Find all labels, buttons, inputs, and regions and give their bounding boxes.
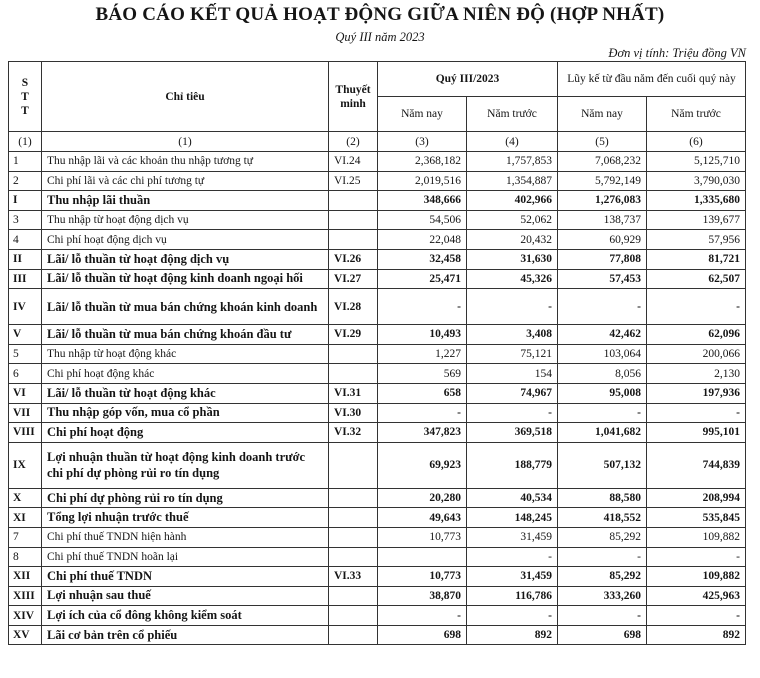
- table-row: [9, 364, 746, 384]
- col-num-2: (1): [42, 132, 329, 152]
- row-quarter-previous: -: [467, 403, 558, 423]
- row-stt: 3: [9, 210, 42, 230]
- row-note: [329, 344, 378, 364]
- row-label: Thu nhập từ hoạt động dịch vụ: [42, 210, 329, 230]
- row-note: VI.31: [329, 383, 378, 403]
- row-label: Chi phí hoạt động: [42, 423, 329, 443]
- table-row: [9, 586, 746, 606]
- row-ytd-previous: 208,994: [647, 488, 746, 508]
- row-ytd-previous: 744,839: [647, 442, 746, 488]
- row-stt: 8: [9, 547, 42, 567]
- row-note: [329, 547, 378, 567]
- row-ytd-previous: 2,130: [647, 364, 746, 384]
- row-ytd-current: -: [558, 547, 647, 567]
- table-row: [9, 152, 746, 172]
- row-quarter-current: 10,493: [378, 325, 467, 345]
- table-row: [9, 325, 746, 345]
- header-q-nam-nay: Năm nay: [378, 97, 467, 132]
- table-row: [9, 344, 746, 364]
- row-ytd-previous: -: [647, 289, 746, 325]
- row-label: Lợi nhuận thuần từ hoạt động kinh doanh trước chi phí dự phòng rủi ro tín dụng: [42, 442, 329, 488]
- row-note: [329, 527, 378, 547]
- row-quarter-previous: 74,967: [467, 383, 558, 403]
- row-quarter-current: 32,458: [378, 249, 467, 269]
- row-label: Thu nhập lãi thuần: [42, 191, 329, 211]
- header-ytd: Lũy kế từ đầu năm đến cuối quý này: [558, 62, 746, 97]
- row-ytd-current: 42,462: [558, 325, 647, 345]
- row-label: Chi phí hoạt động khác: [42, 364, 329, 384]
- row-label: Chi phí lãi và các chi phí tương tự: [42, 171, 329, 191]
- row-ytd-current: 418,552: [558, 508, 647, 528]
- table-row: [9, 230, 746, 250]
- income-statement-table: [8, 61, 746, 645]
- row-quarter-previous: 75,121: [467, 344, 558, 364]
- row-quarter-current: 69,923: [378, 442, 467, 488]
- row-stt: V: [9, 325, 42, 345]
- row-quarter-current: 2,368,182: [378, 152, 467, 172]
- row-label: Lợi ích của cổ đông không kiểm soát: [42, 606, 329, 626]
- row-note: VI.25: [329, 171, 378, 191]
- row-ytd-previous: 139,677: [647, 210, 746, 230]
- row-ytd-previous: 3,790,030: [647, 171, 746, 191]
- row-quarter-previous: 892: [467, 625, 558, 645]
- row-stt: VIII: [9, 423, 42, 443]
- table-row: [9, 488, 746, 508]
- row-label: Lãi/ lỗ thuần từ hoạt động dịch vụ: [42, 249, 329, 269]
- row-stt: VII: [9, 403, 42, 423]
- row-note: VI.29: [329, 325, 378, 345]
- row-ytd-current: 88,580: [558, 488, 647, 508]
- row-ytd-current: 60,929: [558, 230, 647, 250]
- row-note: VI.30: [329, 403, 378, 423]
- row-stt: I: [9, 191, 42, 211]
- col-num-3: (2): [329, 132, 378, 152]
- row-label: Chi phí dự phòng rủi ro tín dụng: [42, 488, 329, 508]
- row-ytd-previous: 109,882: [647, 527, 746, 547]
- row-quarter-current: 38,870: [378, 586, 467, 606]
- row-quarter-current: 569: [378, 364, 467, 384]
- row-ytd-current: 1,276,083: [558, 191, 647, 211]
- row-ytd-previous: 425,963: [647, 586, 746, 606]
- header-stt: S T T: [9, 62, 42, 132]
- row-note: VI.24: [329, 152, 378, 172]
- row-ytd-previous: 892: [647, 625, 746, 645]
- table-row: [9, 269, 746, 289]
- row-quarter-current: 2,019,516: [378, 171, 467, 191]
- row-quarter-previous: 52,062: [467, 210, 558, 230]
- row-ytd-current: 8,056: [558, 364, 647, 384]
- row-quarter-current: 348,666: [378, 191, 467, 211]
- row-ytd-current: 85,292: [558, 527, 647, 547]
- header-quarter: Quý III/2023: [378, 62, 558, 97]
- row-note: VI.28: [329, 289, 378, 325]
- row-label: Chi phí thuế TNDN: [42, 567, 329, 587]
- table-row: [9, 547, 746, 567]
- table-row: [9, 403, 746, 423]
- row-ytd-current: 85,292: [558, 567, 647, 587]
- col-num-6: (5): [558, 132, 647, 152]
- row-ytd-current: 57,453: [558, 269, 647, 289]
- row-quarter-previous: 116,786: [467, 586, 558, 606]
- table-row: [9, 606, 746, 626]
- row-quarter-previous: 1,757,853: [467, 152, 558, 172]
- table-row: [9, 191, 746, 211]
- row-quarter-current: 25,471: [378, 269, 467, 289]
- row-quarter-current: 22,048: [378, 230, 467, 250]
- row-note: VI.32: [329, 423, 378, 443]
- row-note: [329, 586, 378, 606]
- row-ytd-previous: 5,125,710: [647, 152, 746, 172]
- header-y-nam-nay: Năm nay: [558, 97, 647, 132]
- row-quarter-previous: 45,326: [467, 269, 558, 289]
- row-note: [329, 364, 378, 384]
- col-num-7: (6): [647, 132, 746, 152]
- row-label: Tổng lợi nhuận trước thuế: [42, 508, 329, 528]
- row-label: Thu nhập góp vốn, mua cổ phần: [42, 403, 329, 423]
- row-stt: VI: [9, 383, 42, 403]
- row-quarter-current: 54,506: [378, 210, 467, 230]
- row-quarter-current: 49,643: [378, 508, 467, 528]
- row-quarter-current: 1,227: [378, 344, 467, 364]
- unit-note: Đơn vị tính: Triệu đồng VN: [608, 46, 746, 60]
- row-stt: III: [9, 269, 42, 289]
- row-stt: 6: [9, 364, 42, 384]
- row-label: Chi phí hoạt động dịch vụ: [42, 230, 329, 250]
- row-quarter-current: 347,823: [378, 423, 467, 443]
- report-subtitle: Quý III năm 2023: [335, 30, 425, 44]
- row-stt: XII: [9, 567, 42, 587]
- row-quarter-previous: 1,354,887: [467, 171, 558, 191]
- row-stt: IV: [9, 289, 42, 325]
- row-ytd-previous: 81,721: [647, 249, 746, 269]
- row-stt: 7: [9, 527, 42, 547]
- table-row: [9, 210, 746, 230]
- row-quarter-previous: 188,779: [467, 442, 558, 488]
- table-row: [9, 423, 746, 443]
- row-ytd-current: -: [558, 289, 647, 325]
- row-label: Lãi/ lỗ thuần từ mua bán chứng khoán đầu tư: [42, 325, 329, 345]
- row-ytd-previous: 57,956: [647, 230, 746, 250]
- row-ytd-current: 103,064: [558, 344, 647, 364]
- row-note: [329, 508, 378, 528]
- row-ytd-previous: 200,066: [647, 344, 746, 364]
- row-ytd-current: 1,041,682: [558, 423, 647, 443]
- row-label: Lãi/ lỗ thuần từ hoạt động kinh doanh ngoại hối: [42, 269, 329, 289]
- row-quarter-previous: 3,408: [467, 325, 558, 345]
- row-note: [329, 606, 378, 626]
- row-stt: II: [9, 249, 42, 269]
- row-ytd-previous: -: [647, 403, 746, 423]
- row-ytd-previous: 535,845: [647, 508, 746, 528]
- table-row: [9, 171, 746, 191]
- row-quarter-previous: -: [467, 606, 558, 626]
- row-ytd-current: 507,132: [558, 442, 647, 488]
- row-ytd-current: 77,808: [558, 249, 647, 269]
- row-quarter-current: 658: [378, 383, 467, 403]
- row-ytd-previous: -: [647, 606, 746, 626]
- row-quarter-current: -: [378, 606, 467, 626]
- row-label: Thu nhập từ hoạt động khác: [42, 344, 329, 364]
- col-num-4: (3): [378, 132, 467, 152]
- table-row: [9, 289, 746, 325]
- row-ytd-current: -: [558, 606, 647, 626]
- row-quarter-previous: 154: [467, 364, 558, 384]
- row-stt: XI: [9, 508, 42, 528]
- row-stt: 4: [9, 230, 42, 250]
- row-stt: 1: [9, 152, 42, 172]
- row-quarter-previous: 40,534: [467, 488, 558, 508]
- row-label: Chi phí thuế TNDN hoãn lại: [42, 547, 329, 567]
- row-quarter-current: -: [378, 289, 467, 325]
- header-y-nam-truoc: Năm trước: [647, 97, 746, 132]
- row-label: Chi phí thuế TNDN hiện hành: [42, 527, 329, 547]
- row-quarter-current: 20,280: [378, 488, 467, 508]
- row-ytd-current: -: [558, 403, 647, 423]
- row-ytd-current: 698: [558, 625, 647, 645]
- row-ytd-previous: -: [647, 547, 746, 567]
- row-stt: 2: [9, 171, 42, 191]
- row-quarter-previous: -: [467, 547, 558, 567]
- table-row: [9, 625, 746, 645]
- row-quarter-previous: 31,630: [467, 249, 558, 269]
- header-q-nam-truoc: Năm trước: [467, 97, 558, 132]
- col-num-1: (1): [9, 132, 42, 152]
- row-label: Thu nhập lãi và các khoản thu nhập tương tự: [42, 152, 329, 172]
- row-note: [329, 488, 378, 508]
- table-row: [9, 527, 746, 547]
- row-stt: 5: [9, 344, 42, 364]
- row-stt: XV: [9, 625, 42, 645]
- row-quarter-previous: 31,459: [467, 527, 558, 547]
- row-note: [329, 625, 378, 645]
- table-body: [9, 152, 746, 645]
- row-ytd-previous: 1,335,680: [647, 191, 746, 211]
- row-note: [329, 191, 378, 211]
- row-note: [329, 210, 378, 230]
- row-quarter-previous: 20,432: [467, 230, 558, 250]
- row-ytd-previous: 62,507: [647, 269, 746, 289]
- row-quarter-current: 10,773: [378, 527, 467, 547]
- row-note: [329, 230, 378, 250]
- row-note: VI.33: [329, 567, 378, 587]
- row-ytd-previous: 995,101: [647, 423, 746, 443]
- table-row: [9, 249, 746, 269]
- row-quarter-current: 698: [378, 625, 467, 645]
- row-quarter-previous: 31,459: [467, 567, 558, 587]
- row-quarter-current: -: [378, 403, 467, 423]
- row-note: VI.26: [329, 249, 378, 269]
- row-ytd-previous: 109,882: [647, 567, 746, 587]
- table-row: [9, 508, 746, 528]
- row-quarter-previous: 402,966: [467, 191, 558, 211]
- row-stt: IX: [9, 442, 42, 488]
- row-ytd-current: 5,792,149: [558, 171, 647, 191]
- row-ytd-previous: 62,096: [647, 325, 746, 345]
- row-label: Lãi/ lỗ thuần từ hoạt động khác: [42, 383, 329, 403]
- row-stt: XIV: [9, 606, 42, 626]
- header-chi-tieu: Chỉ tiêu: [42, 62, 329, 132]
- row-quarter-current: [378, 547, 467, 567]
- row-stt: XIII: [9, 586, 42, 606]
- report-title: BÁO CÁO KẾT QUẢ HOẠT ĐỘNG GIỮA NIÊN ĐỘ (HỢP NHẤT): [95, 4, 665, 25]
- row-label: Lợi nhuận sau thuế: [42, 586, 329, 606]
- row-quarter-previous: 369,518: [467, 423, 558, 443]
- row-ytd-current: 333,260: [558, 586, 647, 606]
- table-row: [9, 383, 746, 403]
- row-label: Lãi cơ bản trên cổ phiếu: [42, 625, 329, 645]
- row-ytd-current: 95,008: [558, 383, 647, 403]
- row-ytd-current: 138,737: [558, 210, 647, 230]
- row-stt: X: [9, 488, 42, 508]
- col-num-5: (4): [467, 132, 558, 152]
- row-quarter-previous: 148,245: [467, 508, 558, 528]
- table-row: [9, 567, 746, 587]
- row-note: [329, 442, 378, 488]
- row-note: VI.27: [329, 269, 378, 289]
- header-thuyet-minh: Thuyết minh: [329, 62, 378, 132]
- row-ytd-previous: 197,936: [647, 383, 746, 403]
- row-label: Lãi/ lỗ thuần từ mua bán chứng khoán kinh doanh: [42, 289, 329, 325]
- row-ytd-current: 7,068,232: [558, 152, 647, 172]
- table-row: [9, 442, 746, 488]
- row-quarter-previous: -: [467, 289, 558, 325]
- row-quarter-current: 10,773: [378, 567, 467, 587]
